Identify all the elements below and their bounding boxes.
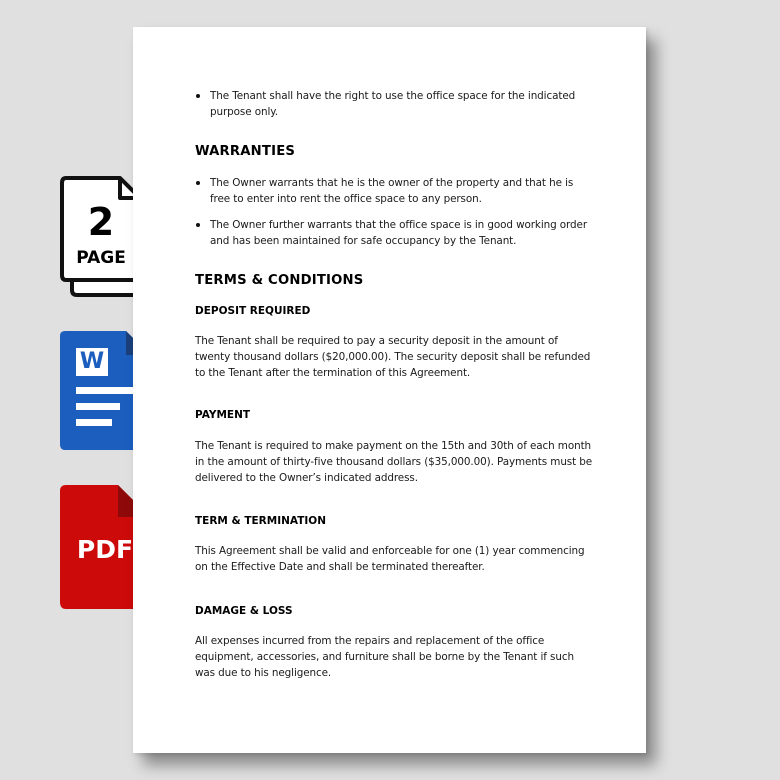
bullet-dot (196, 181, 200, 185)
bullet-text: The Owner warrants that he is the owner of the property and that he is free to enter into rent the office space to any person. (210, 177, 574, 205)
bullet-item (195, 175, 595, 207)
section-title-warranties: WARRANTIES (195, 144, 296, 159)
bullet-item (195, 217, 595, 249)
page-count-number: 2 (87, 200, 115, 244)
paragraph-term-termination: This Agreement shall be valid and enforceable for one (1) year commencing on the Effective Date and shall be terminated thereafter. (195, 545, 585, 573)
bullet-dot (196, 223, 200, 227)
subsection-title-term-termination: TERM & TERMINATION (195, 515, 326, 527)
bullet-text: The Owner further warrants that the office space is in good working order and has been maintained for safe occupancy by the Tenant. (210, 219, 587, 247)
paragraph-deposit: The Tenant shall be required to pay a security deposit in the amount of twenty thousand dollars ($20,000.00). The security deposit shall be refunded to the Tenant after the termination of this Agreement. (195, 335, 591, 379)
word-letter: W (79, 349, 105, 374)
page-count-label: PAGE (76, 248, 126, 268)
bullet-text: The Tenant shall have the right to use the office space for the indicated purpose only. (210, 90, 576, 118)
bullet-item (195, 88, 595, 120)
subsection-title-damage-loss: DAMAGE & LOSS (195, 605, 293, 617)
subsection-title-deposit: DEPOSIT REQUIRED (195, 305, 311, 317)
section-title-terms-conditions: TERMS & CONDITIONS (195, 273, 364, 288)
pdf-label: PDF (76, 535, 134, 564)
paragraph-payment: The Tenant is required to make payment on the 15th and 30th of each month in the amount of thirty-five thousand dollars ($35,000.00). Payments must be delivered to the Owner’s indicated address. (195, 440, 593, 484)
subsection-title-payment: PAYMENT (195, 409, 251, 421)
document-page (133, 27, 646, 753)
paragraph-damage-loss: All expenses incurred from the repairs and replacement of the office equipment, accessories, and furniture shall be borne by the Tenant if such was due to his negligence. (195, 635, 574, 679)
bullet-dot (196, 94, 200, 98)
